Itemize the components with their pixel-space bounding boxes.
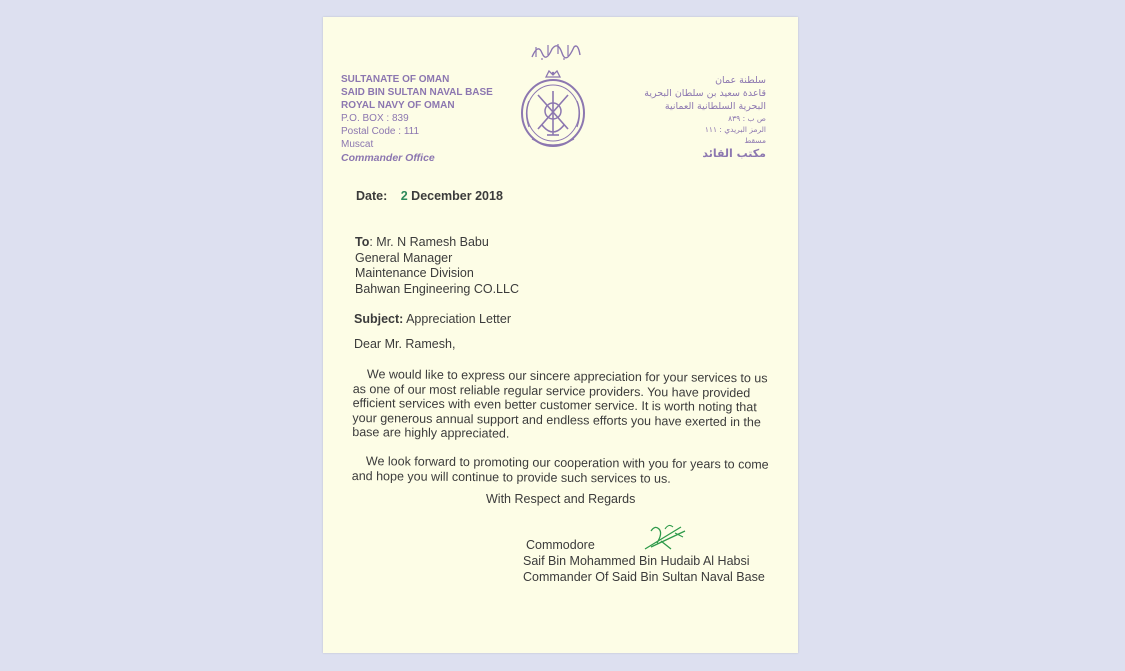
letter-closing: With Respect and Regards: [486, 492, 636, 506]
signer-name: Saif Bin Mohammed Bin Hudaib Al Habsi: [523, 554, 750, 568]
signer-rank: Commodore: [526, 538, 595, 552]
letterhead-arabic-navy: البحرية السلطانية العمانية: [664, 101, 766, 112]
letterhead-arabic: [644, 74, 766, 160]
letterhead-country: SULTANATE OF OMAN: [341, 74, 450, 85]
signer-title: Commander Of Said Bin Sultan Naval Base: [523, 570, 765, 584]
letterhead-english: [341, 73, 493, 165]
letterhead-navy: ROYAL NAVY OF OMAN: [341, 100, 455, 111]
letterhead-arabic-city: مسقط: [744, 136, 766, 145]
royal-navy-emblem-icon: [518, 69, 588, 149]
letter-date: [356, 189, 503, 203]
letterhead-arabic-country: سلطنة عمان: [715, 75, 766, 86]
letterhead-postal-code: Postal Code : 111: [341, 126, 420, 137]
letter-page: [323, 17, 798, 653]
letter-paragraph-1: We would like to express our sincere appreciation for your services to us as one of our most reliable regular service providers. You have provided efficient services with even better customer service. It is worth noting that your generous annual support and endless efforts you have exerted in the base are highly appreciated.: [352, 367, 768, 441]
letterhead-base: SAID BIN SULTAN NAVAL BASE: [341, 87, 493, 98]
signature-block: [523, 537, 765, 585]
to-label: To: [355, 235, 370, 249]
subject-label: Subject:: [354, 312, 404, 326]
recipient-division: Maintenance Division: [355, 266, 474, 280]
letter-salutation: Dear Mr. Ramesh,: [354, 337, 456, 351]
recipient-block: [355, 235, 519, 297]
basmala-calligraphy: [528, 39, 584, 61]
date-day: 2: [400, 189, 408, 203]
letterhead-arabic-base: قاعدة سعيد بن سلطان البحرية: [644, 88, 766, 99]
letter-paragraph-2: We look forward to promoting our cooperation with you for years to come and hope you will continue to provide such services to us.: [351, 454, 769, 486]
letterhead-po-box: P.O. BOX : 839: [341, 113, 409, 124]
letterhead-city: Muscat: [341, 139, 374, 150]
recipient-name: : Mr. N Ramesh Babu: [369, 235, 489, 249]
subject-text: Appreciation Letter: [403, 312, 512, 326]
recipient-company: Bahwan Engineering CO.LLC: [355, 281, 519, 296]
letterhead-arabic-postal-code: الرمز البريدي : ١١١: [704, 125, 766, 134]
letter-subject: [354, 312, 511, 326]
letterhead-arabic-po-box: ص ب : ٨٣٩: [728, 114, 766, 123]
letterhead-office: Commander Office: [341, 152, 435, 164]
date-label: Date:: [356, 189, 388, 203]
letterhead-arabic-office: مكتب القائد: [702, 147, 766, 160]
recipient-title: General Manager: [355, 250, 453, 265]
date-month-year: December 2018: [407, 189, 503, 203]
